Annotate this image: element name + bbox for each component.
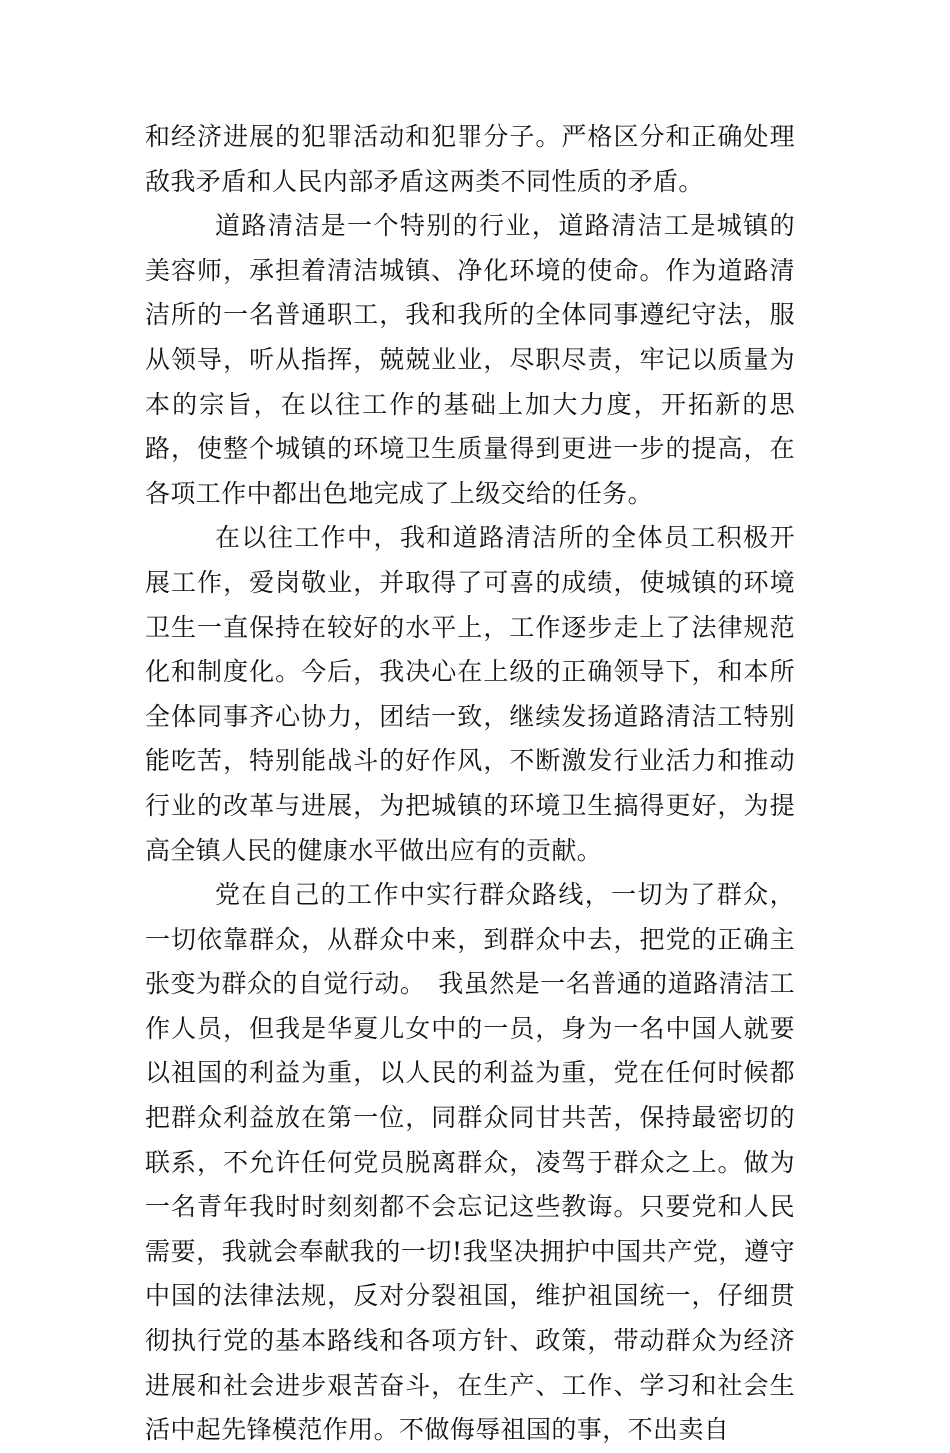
paragraph-3: 在以往工作中，我和道路清洁所的全体员工积极开展工作，爱岗敬业，并取得了可喜的成绩，使城镇的环境卫生一直保持在较好的水平上，工作逐步走上了法律规范化和制度化。今后，我决心在上级的正确领导下，和本所全体同事齐心协力，团结一致，继续发扬道路清洁工特别能吃苦，特别能战斗的好作风，不断激发行业活力和推动行业的改革与进展，为把城镇的环境卫生搞得更好，为提高全镇人民的健康水平做出应有的贡献。	[145, 523, 795, 865]
document-body	[145, 115, 795, 1453]
paragraph-1: 和经济进展的犯罪活动和犯罪分子。严格区分和正确处理敌我矛盾和人民内部矛盾这两类不同性质的矛盾。	[145, 122, 795, 196]
paragraph-4: 党在自己的工作中实行群众路线，一切为了群众，一切依靠群众，从群众中来，到群众中去，把党的正确主张变为群众的自觉行动。 我虽然是一名普通的道路清洁工作人员，但我是华夏儿女中的一员，身为一名中国人就要以祖国的利益为重，以人民的利益为重，党在任何时候都把群众利益放在第一位，同群众同甘共苦，保持最密切的联系，不允许任何党员脱离群众，凌驾于群众之上。做为一名青年我时时刻刻都不会忘记这些教诲。只要党和人民需要，我就会奉献我的一切!我坚决拥护中国共产党，遵守中国的法律法规，反对分裂祖国，维护祖国统一，仔细贯彻执行党的基本路线和各项方针、政策，带动群众为经济进展和社会进步艰苦奋斗，在生产、工作、学习和社会生活中起先锋模范作用。不做侮辱祖国的事，不出卖自	[145, 880, 795, 1445]
paragraph-2: 道路清洁是一个特别的行业，道路清洁工是城镇的美容师，承担着清洁城镇、净化环境的使命。作为道路清洁所的一名普通职工，我和我所的全体同事遵纪守法，服从领导，听从指挥，兢兢业业，尽职尽责，牢记以质量为本的宗旨，在以往工作的基础上加大力度，开拓新的思路，使整个城镇的环境卫生质量得到更进一步的提高，在各项工作中都出色地完成了上级交给的任务。	[145, 211, 795, 508]
